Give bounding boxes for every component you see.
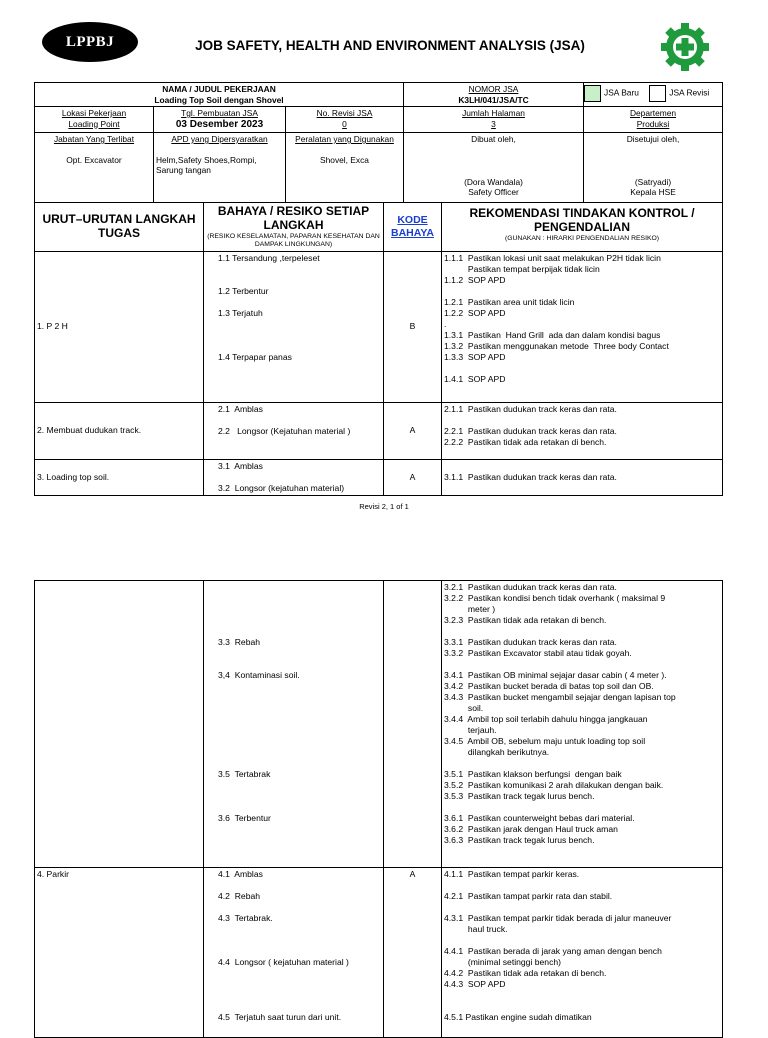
cell-line xyxy=(206,1001,381,1012)
col-header-controls-sub: (GUNAKAN : HIRARKI PENGENDALIAN RESIKO) xyxy=(504,234,660,242)
cell-line: 3.4.2 Pastikan bucket berada di batas top soil dan OB. xyxy=(444,681,654,691)
table-row xyxy=(35,459,723,495)
cell-line: 4.3.1 Pastikan tempat parkir tidak berada di jalur maneuver xyxy=(444,913,672,923)
hazard-cell xyxy=(204,402,384,459)
cell-line: 3.4.5 Ambil OB, sebelum maju untuk loading top soil xyxy=(444,736,646,746)
cell-line: 3.6.1 Pastikan counterweight bebas dari material. xyxy=(444,813,635,823)
step-cell: 2. Membuat dudukan track. xyxy=(35,402,204,459)
cell-line: 1.2.1 Pastikan area unit tidak licin xyxy=(444,296,575,307)
cell-line: 4.1 Amblas xyxy=(218,869,263,879)
table-row xyxy=(35,868,723,1038)
cell-line xyxy=(206,990,381,1001)
jsa-number-value: K3LH/041/JSA/TC xyxy=(458,94,529,105)
cell-line xyxy=(206,924,381,935)
lppbj-logo xyxy=(42,22,138,62)
cell-line xyxy=(206,902,381,913)
cell-line: 3.6.2 Pastikan jarak dengan Haul truck aman xyxy=(444,824,618,834)
cell-line xyxy=(206,681,381,692)
hazard-cell xyxy=(204,581,384,868)
disetujui-label: Disetujui oleh, xyxy=(626,134,680,144)
jabatan-label: Jabatan Yang Terlibat xyxy=(53,134,135,144)
cell-line xyxy=(444,461,720,472)
cell-line: 3.2.1 Pastikan dudukan track keras dan rata. xyxy=(444,582,617,592)
cell-line: 1.1 Tersandung ,terpeleset xyxy=(218,252,320,263)
col-header-hazards-sub: (RESIKO KESELAMATAN, PAPARAN KESEHATAN DAN DAMPAK LINGKUNGAN) xyxy=(207,232,380,249)
cell-line: 1.1.2 SOP APD xyxy=(444,274,506,285)
cell-line: 3.3 Rebah xyxy=(218,637,261,647)
cell-line: 3.5.3 Pastikan track tegak lurus bench. xyxy=(444,791,595,801)
hazard-cell xyxy=(204,459,384,495)
cell-line xyxy=(206,582,381,593)
cell-line xyxy=(444,363,720,374)
cell-line xyxy=(206,264,381,275)
step-cell: 1. P 2 H xyxy=(35,251,204,402)
cell-line xyxy=(206,615,381,626)
col-header-steps: URUT–URUTAN LANGKAH TUGAS xyxy=(35,203,204,252)
jabatan-cell xyxy=(35,133,154,203)
code-cell: A xyxy=(384,402,442,459)
peralatan-label: Peralatan yang Digunakan xyxy=(295,134,394,144)
cell-line: 3.5 Tertabrak xyxy=(218,769,271,779)
code-cell: A xyxy=(384,868,442,1038)
cell-line: 3,4 Kontaminasi soil. xyxy=(218,670,300,680)
jsa-steps-table-page2 xyxy=(34,580,723,1038)
cell-line: 3.1 Amblas xyxy=(218,460,263,471)
cell-line: 1.2 Terbentur xyxy=(218,285,269,296)
cell-line xyxy=(206,714,381,725)
cell-line: 2.2 Longsor (Kejatuhan material ) xyxy=(218,425,351,436)
jabatan-value: Opt. Excavator xyxy=(66,154,122,165)
cell-line: 4.4 Longsor ( kejatuhan material ) xyxy=(218,957,349,967)
col-header-code xyxy=(384,203,442,252)
cell-line xyxy=(206,703,381,714)
step-cell xyxy=(35,581,204,868)
cell-line xyxy=(444,935,720,946)
disetujui-cell xyxy=(584,133,723,203)
job-title-label: NAMA / JUDUL PEKERJAAN xyxy=(162,84,276,94)
cell-line xyxy=(444,902,720,913)
cell-line: 4.4.1 Pastikan berada di jarak yang aman dengan bench xyxy=(444,946,662,956)
cell-line: 3.3.2 Pastikan Excavator stabil atau tidak goyah. xyxy=(444,648,632,658)
cell-line xyxy=(206,626,381,637)
revisi-label: No. Revisi JSA xyxy=(316,108,373,118)
cell-line xyxy=(206,341,381,352)
control-cell xyxy=(442,459,723,495)
cell-line: 3.4.1 Pastikan OB minimal sejajar dasar cabin ( 4 meter ). xyxy=(444,670,667,680)
cell-line: 3.1.1 Pastikan dudukan track keras dan rata. xyxy=(444,471,617,482)
cell-line: Pastikan tempat berpijak tidak licin xyxy=(444,263,600,274)
cell-line: 3.4.4 Ambil top soil terlabih dahulu hingga jangkauan xyxy=(444,714,648,724)
cell-line xyxy=(444,758,720,769)
cell-line: soil. xyxy=(444,703,484,713)
cell-line xyxy=(206,297,381,308)
apd-cell xyxy=(154,133,286,203)
cell-line: 2.2.1 Pastikan dudukan track keras dan rata. xyxy=(444,425,617,436)
cell-line: 3.5.1 Pastikan klakson berfungsi dengan baik xyxy=(444,769,622,779)
cell-line: 1.2.2 SOP APD xyxy=(444,307,506,318)
step-cell: 4. Parkir xyxy=(35,868,204,1038)
cell-line xyxy=(444,802,720,813)
jsa-type-cell xyxy=(584,83,723,107)
code-cell: B xyxy=(384,251,442,402)
hazard-cell xyxy=(204,868,384,1038)
cell-line: 2.1.1 Pastikan dudukan track keras dan rata. xyxy=(444,403,617,414)
k3-gear-cross-icon xyxy=(658,20,712,74)
cell-line: (minimal setinggi bench) xyxy=(444,957,562,967)
col-header-controls xyxy=(442,203,723,252)
col-header-hazards xyxy=(204,203,384,252)
dept-value: Produksi xyxy=(636,118,670,129)
control-cell xyxy=(442,581,723,868)
job-title-value: Loading Top Soil dengan Shovel xyxy=(154,94,284,105)
cell-line xyxy=(444,880,720,891)
cell-line xyxy=(206,330,381,341)
cell-line: 4.1.1 Pastikan tempat parkir keras. xyxy=(444,869,580,879)
cell-line: 3.3.1 Pastikan dudukan track keras dan rata. xyxy=(444,637,617,647)
cell-line xyxy=(206,725,381,736)
jsa-revisi-label: JSA Revisi xyxy=(669,87,710,98)
jsa-steps-table-page1 xyxy=(34,202,723,496)
cell-line: 1.1.1 Pastikan lokasi unit saat melakukan P2H tidak licin xyxy=(444,252,661,263)
cell-line: dilangkah berikutnya. xyxy=(444,747,550,757)
table-row xyxy=(35,402,723,459)
cell-line xyxy=(206,946,381,957)
cell-line xyxy=(206,415,381,426)
cell-line: 1.4 Terpapar panas xyxy=(218,351,292,362)
cell-line: 3.4.3 Pastikan bucket mengambil sejajar dengan lapisan top xyxy=(444,692,676,702)
cell-line: 4.4.3 SOP APD xyxy=(444,979,506,989)
table-row xyxy=(35,251,723,402)
jsa-baru-label: JSA Baru xyxy=(604,87,639,98)
disetujui-role: Kepala HSE xyxy=(630,187,676,197)
cell-line xyxy=(206,802,381,813)
cell-line xyxy=(206,692,381,703)
page-footer: Revisi 2, 1 of 1 xyxy=(359,502,409,511)
cell-line xyxy=(206,780,381,791)
control-cell xyxy=(442,868,723,1038)
cell-line: 1.3.2 Pastikan menggunakan metode Three body Contact xyxy=(444,340,669,351)
cell-line xyxy=(206,319,381,330)
cell-line xyxy=(444,659,720,670)
revisi-value: 0 xyxy=(342,118,347,129)
apd-value: Helm,Safety Shoes,Rompi, Sarung tangan xyxy=(156,154,257,175)
code-cell: A xyxy=(384,459,442,495)
lokasi-value: Loading Point xyxy=(68,118,120,129)
dibuat-role: Safety Officer xyxy=(468,187,519,197)
col-header-hazards-title: BAHAYA / RESIKO SETIAP LANGKAH xyxy=(217,204,370,232)
apd-label: APD yang Dipersyaratkan xyxy=(171,134,268,144)
dept-cell xyxy=(584,107,723,133)
cell-line xyxy=(206,593,381,604)
jsa-info-table xyxy=(34,82,723,203)
cell-line: 2.1 Amblas xyxy=(218,403,263,414)
cell-line: haul truck. xyxy=(444,924,508,934)
cell-line: 3.6.3 Pastikan track tegak lurus bench. xyxy=(444,835,595,845)
col-header-controls-title: REKOMENDASI TINDAKAN KONTROL / PENGENDALIAN xyxy=(469,206,695,234)
cell-line xyxy=(206,648,381,659)
cell-line: 1.4.1 SOP APD xyxy=(444,373,506,384)
dibuat-label: Dibuat oleh, xyxy=(471,134,516,144)
cell-line: meter ) xyxy=(444,604,496,614)
cell-line xyxy=(444,286,720,297)
lokasi-cell xyxy=(35,107,154,133)
code-cell xyxy=(384,581,442,868)
cell-line: 3.5.2 Pastikan komunikasi 2 arah dilakukan dengan baik. xyxy=(444,780,664,790)
cell-line xyxy=(206,472,381,483)
job-title-cell xyxy=(35,83,404,107)
cell-line: 4.2.1 Pastikan tampat parkir rata dan stabil. xyxy=(444,891,613,901)
jsa-number-cell xyxy=(404,83,584,107)
step-cell: 3. Loading top soil. xyxy=(35,459,204,495)
cell-line xyxy=(206,275,381,286)
cell-line: 3.2 Longsor (kejatuhan material) xyxy=(218,482,345,493)
cell-line: 3.6 Terbentur xyxy=(218,813,271,823)
cell-line: 1.3.1 Pastikan Hand Grill ada dan dalam kondisi bagus xyxy=(444,329,661,340)
cell-line xyxy=(206,736,381,747)
cell-line xyxy=(206,979,381,990)
table-row xyxy=(35,581,723,868)
cell-line xyxy=(444,1001,720,1012)
cell-line xyxy=(206,791,381,802)
cell-line xyxy=(444,415,720,426)
dept-label: Departemen xyxy=(629,108,677,118)
cell-line xyxy=(206,935,381,946)
cell-line: 4.5.1 Pastikan engine sudah dimatikan xyxy=(444,1012,592,1022)
cell-line: 3.2.3 Pastikan tidak ada retakan di bench. xyxy=(444,615,607,625)
peralatan-value: Shovel, Exca xyxy=(320,154,369,165)
cell-line xyxy=(444,990,720,1001)
cell-line: 1.3.3 SOP APD xyxy=(444,351,506,362)
cell-line xyxy=(206,758,381,769)
disetujui-name: (Satryadi) xyxy=(634,176,672,187)
cell-line xyxy=(206,747,381,758)
control-cell xyxy=(442,402,723,459)
cell-line: 1.3 Terjatuh xyxy=(218,307,263,318)
cell-line: . xyxy=(444,318,447,329)
cell-line: 3.2.2 Pastikan kondisi bench tidak overhank ( maksimal 9 xyxy=(444,593,666,603)
cell-line: 4.4.2 Pastikan tidak ada retakan di bench. xyxy=(444,968,607,978)
logo-text: LPPBJ xyxy=(65,33,115,50)
cell-line: 4.5 Terjatuh saat turun dari unit. xyxy=(218,1012,342,1022)
halaman-value: 3 xyxy=(491,118,496,129)
cell-line xyxy=(206,968,381,979)
dibuat-cell xyxy=(404,133,584,203)
revisi-cell xyxy=(286,107,404,133)
tgl-label: Tgl. Pembuatan JSA xyxy=(181,108,258,118)
cell-line: terjauh. xyxy=(444,725,497,735)
jsa-baru-checkbox[interactable] xyxy=(584,85,601,102)
cell-line: 2.2.2 Pastikan tidak ada retakan di bench. xyxy=(444,436,607,447)
cell-line xyxy=(206,604,381,615)
hazard-cell xyxy=(204,251,384,402)
jsa-number-label: NOMOR JSA xyxy=(468,84,519,94)
cell-line: 4.2 Rebah xyxy=(218,891,261,901)
cell-line xyxy=(206,880,381,891)
halaman-cell xyxy=(404,107,584,133)
tgl-value: 03 Desember 2023 xyxy=(175,118,264,130)
dibuat-name: (Dora Wandala) xyxy=(464,176,523,187)
lokasi-label: Lokasi Pekerjaan xyxy=(61,108,127,118)
cell-line xyxy=(206,659,381,670)
halaman-label: Jumlah Halaman xyxy=(462,108,525,118)
tgl-cell xyxy=(154,107,286,133)
cell-line: 4.3 Tertabrak. xyxy=(218,913,273,923)
jsa-revisi-checkbox[interactable] xyxy=(649,85,666,102)
document-title: JOB SAFETY, HEALTH AND ENVIRONMENT ANALYSIS (JSA) xyxy=(195,38,585,53)
cell-line xyxy=(444,626,720,637)
peralatan-cell xyxy=(286,133,404,203)
kode-bahaya-link[interactable]: KODE BAHAYA xyxy=(391,213,434,239)
control-cell xyxy=(442,251,723,402)
